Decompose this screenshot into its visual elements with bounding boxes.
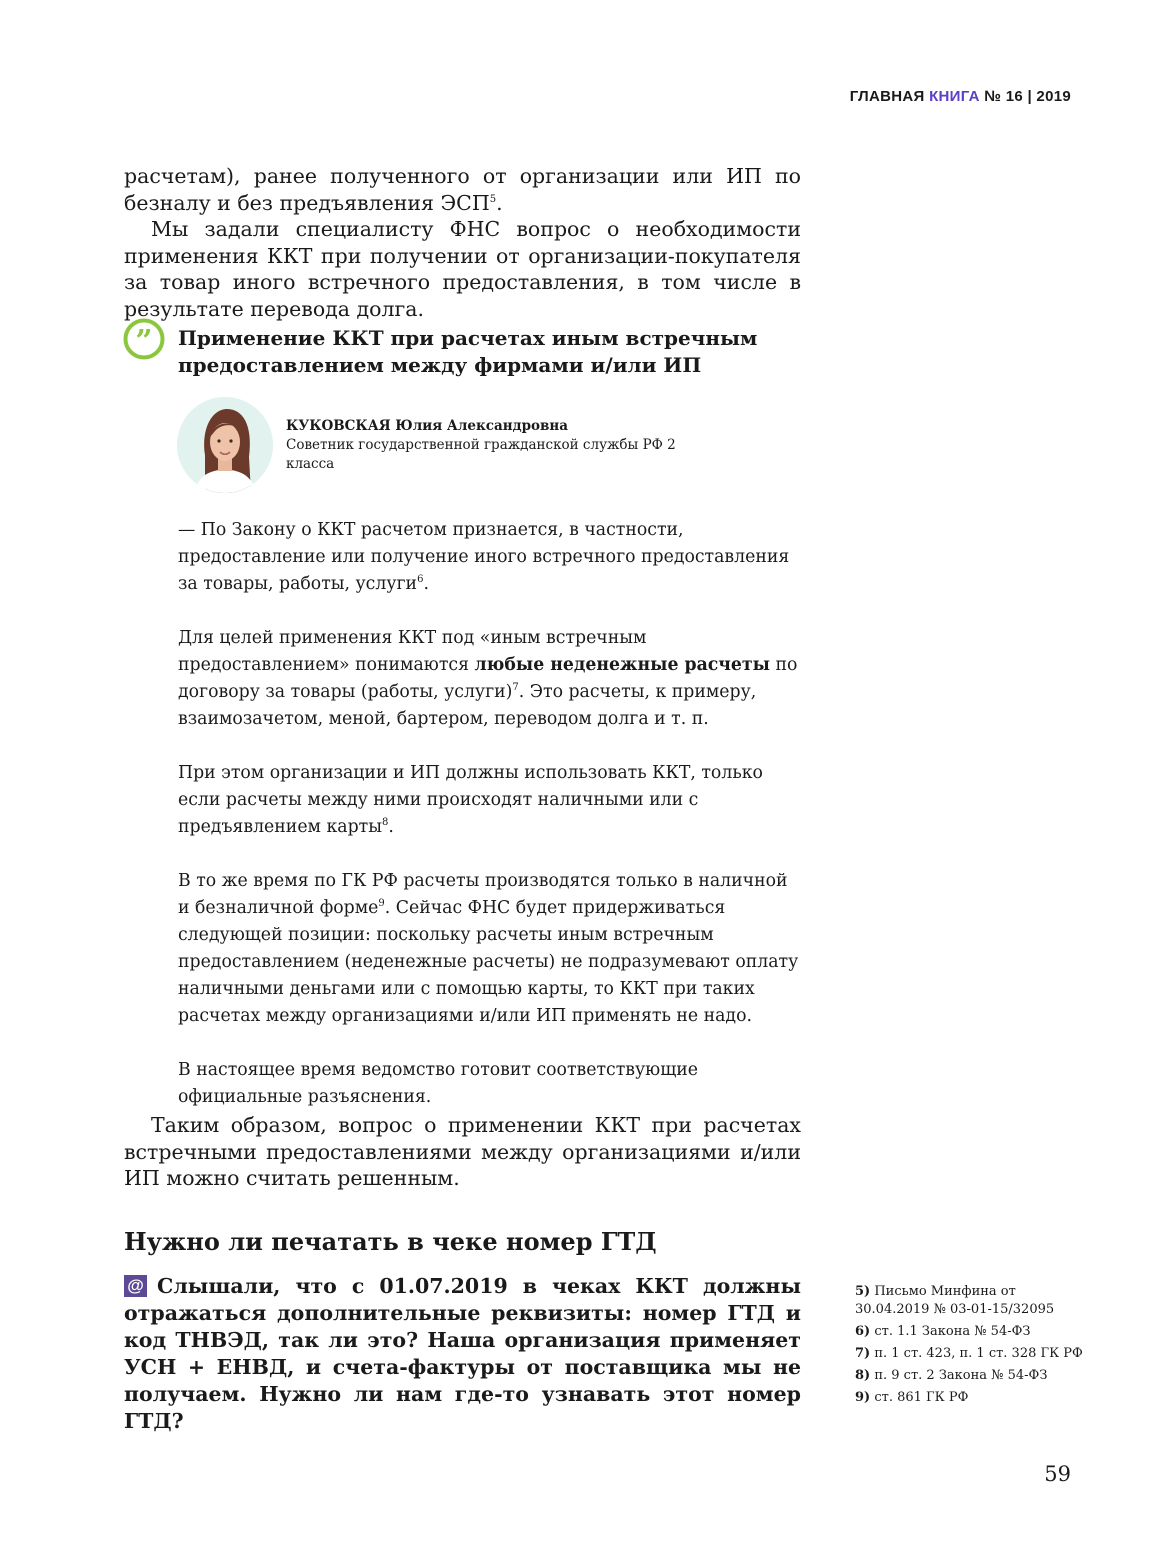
- author-name: КУКОВСКАЯ Юлия Александровна: [286, 418, 569, 434]
- page-number: 59: [1044, 1462, 1071, 1486]
- footnote-8: 8) п. 9 ст. 2 Закона № 54-ФЗ: [855, 1368, 1048, 1383]
- author-photo: [177, 397, 273, 493]
- section-heading: Нужно ли печатать в чеке номер ГТД: [124, 1227, 657, 1256]
- at-sign-icon: @: [124, 1275, 147, 1297]
- brand-name: ГЛАВНАЯ: [849, 88, 925, 105]
- footnote-5: 5) Письмо Минфина от 30.04.2019 № 03-01-15/32095: [855, 1284, 1055, 1317]
- author-position: Советник государственной гражданской службы РФ 2 класса: [286, 437, 676, 472]
- brand-name-accent: КНИГА: [929, 88, 980, 105]
- footnotes: [855, 1283, 1085, 1411]
- quote-icon: [123, 318, 165, 360]
- issue-number: № 16 | 2019: [984, 88, 1071, 105]
- footnote-6: 6) ст. 1.1 Закона № 54-ФЗ: [855, 1324, 1031, 1339]
- answer-paragraph-2: Для целей применения ККТ под «иным встречным предоставлением» понимаются любые неденежные расчеты по договору за товары (работы, услуги)$^7$. Это расчеты, к примеру, взаимозачетом, меной, бартером, переводом долга и т. п.: [178, 628, 798, 729]
- answer-paragraph-4: В то же время по ГК РФ расчеты производятся только в наличной и безналичной форме$^9$. Сейчас ФНС будет придерживаться следующей позиции: поскольку расчеты иным встречным предоставлением (неденежные расчеты) не подразумевают оплату наличными деньгами или с помощью карты, то ККТ при таких расчетах между организациями и/или ИП применять не надо.: [178, 871, 799, 1026]
- intro-paragraph-2: Мы задали специалисту ФНС вопрос о необходимости применения ККТ при получении от организации-покупателя за товар иного встречного предоставления, в том числе в результате перевода долга.: [124, 217, 801, 321]
- footnote-ref-5[interactable]: 5: [489, 193, 497, 205]
- svg-text:”: ”: [135, 324, 153, 359]
- expert-answer: [178, 517, 800, 1138]
- conclusion-text: [124, 1112, 801, 1192]
- emphasis: любые неденежные расчеты: [474, 655, 770, 675]
- answer-paragraph-1: — По Закону о ККТ расчетом признается, в частности, предоставление или получение иного встречного предоставления за товары, работы, услуги$^6$.: [178, 520, 790, 594]
- footnote-9: 9) ст. 861 ГК РФ: [855, 1390, 969, 1405]
- answer-paragraph-3: При этом организации и ИП должны использовать ККТ, только если расчеты между ними происходят наличными или с предъявлением карты$^8$.: [178, 763, 763, 837]
- footnote-ref-6[interactable]: 6: [417, 574, 424, 586]
- intro-paragraph-1: расчетам), ранее полученного от организации или ИП по безналу и без предъявления ЭСП$^5$.: [124, 164, 801, 215]
- author-info: [286, 417, 686, 474]
- intro-text: [124, 163, 801, 322]
- page-header: [850, 88, 1071, 105]
- footnote-ref-8[interactable]: 8: [381, 817, 389, 829]
- expert-quote-title: Применение ККТ при расчетах иным встречным предоставлением между фирмами и/или ИП: [178, 326, 758, 377]
- footnote-ref-7[interactable]: 7: [512, 682, 519, 694]
- footnote-ref-9[interactable]: 9: [378, 898, 385, 910]
- reader-question: [124, 1273, 801, 1435]
- footnote-7: 7) п. 1 ст. 423, п. 1 ст. 328 ГК РФ: [855, 1346, 1083, 1361]
- conclusion-paragraph: Таким образом, вопрос о применении ККТ при расчетах встречными предоставлениями между организациями и/или ИП можно считать решенным.: [124, 1113, 801, 1190]
- answer-paragraph-5: В настоящее время ведомство готовит соответствующие официальные разъяснения.: [178, 1060, 699, 1107]
- question-text: Слышали, что с 01.07.2019 в чеках ККТ должны отражаться дополнительные реквизиты: номер ГТД и код ТНВЭД, так ли это? Наша организация применяет УСН + ЕНВД, и счета-фактуры от поставщика мы не получаем. Нужно ли нам где-то узнавать этот номер ГТД?: [124, 1274, 801, 1433]
